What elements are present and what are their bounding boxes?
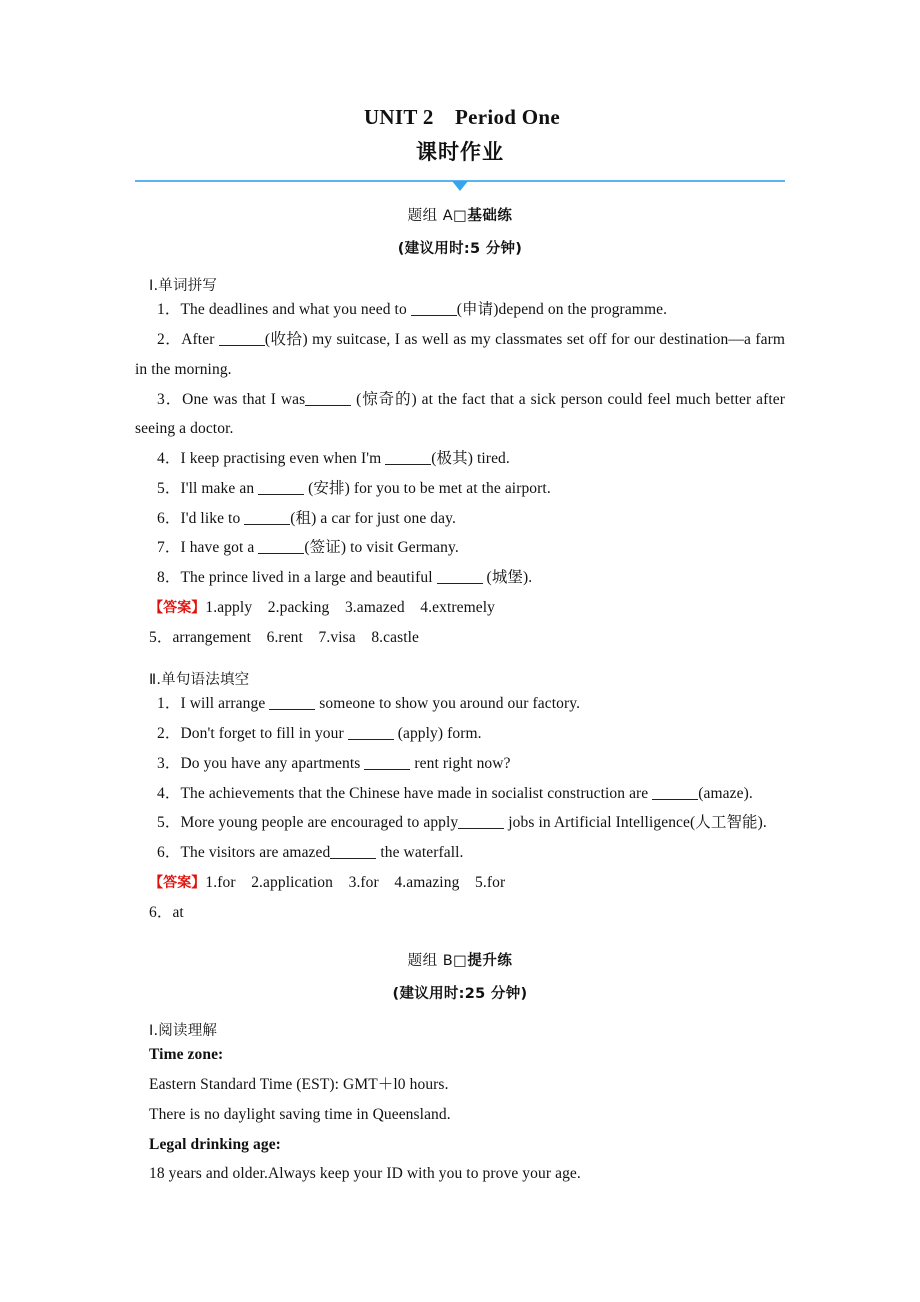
answer-blank[interactable] [219, 345, 265, 346]
section-roman-numeral: Ⅰ [149, 278, 154, 295]
question-text-before: I keep practising even when I'm [180, 450, 386, 467]
answer-blank[interactable] [458, 828, 504, 829]
question-text-after: jobs in Artificial Intelligence(人工智能). [504, 814, 767, 832]
question-text-after: (城堡). [482, 569, 533, 586]
question-item [135, 563, 785, 593]
question-text-before: More young people are encouraged to apply [180, 814, 459, 832]
answer-row-continued: 5．arrangement 6.rent 7.visa 8.castle [149, 628, 420, 646]
question-text-before: I'll make an [180, 479, 259, 497]
group-b-prefix: 题组 B□ [407, 953, 468, 970]
group-a-suffix: 基础练 [467, 208, 513, 225]
page-title: UNIT 2 Period One [363, 105, 561, 129]
question-number: 5． [157, 479, 181, 497]
question-text-before: The prince lived in a large and beautiful [180, 569, 437, 586]
question-text-after: someone to show you around our factory. [315, 695, 581, 713]
question-item [135, 689, 785, 719]
passage-subheading: Time zone: [149, 1046, 224, 1064]
question-text-after: (apply) form. [393, 725, 482, 742]
answer-blank[interactable] [244, 524, 290, 525]
answer-row [135, 868, 785, 898]
question-item [135, 385, 785, 445]
group-b-suffix: 提升练 [467, 953, 513, 970]
caret-down-icon [452, 181, 468, 191]
question-number: 1． [157, 695, 181, 713]
question-item [135, 533, 785, 563]
question-text-before: I have got a [180, 539, 259, 557]
question-text-before: After [181, 331, 219, 348]
question-text-before: One was that I was [182, 390, 306, 408]
question-item [135, 474, 785, 504]
question-item [135, 295, 785, 325]
answer-blank[interactable] [305, 405, 351, 406]
section-roman-numeral: Ⅱ [149, 672, 157, 689]
passage-subheading: Legal drinking age: [149, 1135, 281, 1153]
question-text-after: (amaze). [698, 784, 753, 802]
question-item [135, 838, 785, 868]
answer-blank[interactable] [348, 739, 394, 740]
question-item [135, 779, 785, 809]
answer-blank[interactable] [652, 799, 698, 800]
answer-row-continued: 6．at [149, 903, 184, 921]
question-item [135, 504, 785, 534]
page-header [135, 0, 785, 182]
question-text-before: The deadlines and what you need to [180, 301, 411, 319]
answer-blank[interactable] [437, 583, 483, 584]
passage-line: 18 years and older.Always keep your ID with you to prove your age. [149, 1165, 581, 1183]
answer-row [135, 593, 785, 623]
group-b-time-note: (建议用时:25 分钟) [392, 986, 528, 1003]
question-text-before: The visitors are amazed [180, 844, 331, 861]
question-number: 3． [157, 390, 183, 408]
question-number: 2． [157, 331, 182, 348]
question-text-after: (申请)depend on the programme. [456, 301, 668, 319]
question-number: 5． [157, 814, 181, 832]
section-roman-numeral: Ⅰ [149, 1023, 154, 1040]
answer-blank[interactable] [364, 769, 410, 770]
question-item [135, 444, 785, 474]
answer-blank[interactable] [385, 464, 431, 465]
answer-blank[interactable] [269, 709, 315, 710]
answer-label: 【答案】 [149, 599, 206, 616]
section-heading-word-spelling [135, 274, 785, 295]
question-number: 6． [157, 509, 181, 527]
group-a-banner [135, 204, 785, 225]
question-item [135, 325, 785, 385]
question-item [135, 749, 785, 779]
answer-blank[interactable] [258, 494, 304, 495]
question-number: 8． [157, 569, 181, 586]
question-number: 6． [157, 844, 181, 861]
question-text-after: the waterfall. [376, 844, 464, 861]
question-number: 4． [157, 450, 181, 467]
question-number: 7． [157, 539, 181, 557]
section-heading-reading [135, 1019, 785, 1040]
chinese-page-title: 课时作业 [416, 140, 504, 165]
question-text-after: (签证) to visit Germany. [304, 539, 459, 557]
section-heading-label: .单词拼写 [153, 278, 218, 295]
question-text-after: rent right now? [410, 754, 511, 772]
answer-text: 1.apply 2.packing 3.amazed 4.extremely [205, 598, 496, 616]
question-text-after: (极其) tired. [431, 450, 510, 467]
question-text-after: (收拾) my suitcase, I as well as my classmates set off for our destination—a farm in the morning. [135, 331, 785, 378]
question-text-before: I'd like to [180, 509, 245, 527]
question-item [135, 719, 785, 749]
question-number: 4． [157, 784, 181, 802]
question-text-after: (安排) for you to be met at the airport. [304, 479, 551, 497]
question-text-before: Don't forget to fill in your [180, 725, 348, 742]
question-text-after: (惊奇的) at the fact that a sick person could feel much better after seeing a doctor. [135, 390, 785, 438]
answer-text: 1.for 2.application 3.for 4.amazing 5.for [205, 873, 506, 891]
answer-blank[interactable] [258, 553, 304, 554]
question-text-before: The achievements that the Chinese have made in socialist construction are [180, 784, 653, 802]
section-heading-label: .阅读理解 [153, 1023, 218, 1040]
question-item [135, 808, 785, 838]
question-text-before: I will arrange [180, 695, 270, 713]
passage-line: Eastern Standard Time (EST): GMT＋l0 hours. [149, 1076, 449, 1093]
group-b-banner [135, 949, 785, 970]
group-a-prefix: 题组 A□ [407, 208, 468, 225]
answer-blank[interactable] [330, 858, 376, 859]
section-heading-label: .单句语法填空 [156, 672, 250, 689]
section-heading-grammar-fill [135, 668, 785, 689]
question-text-before: Do you have any apartments [180, 754, 365, 772]
passage-line: There is no daylight saving time in Queensland. [149, 1105, 451, 1123]
group-a-time-note: (建议用时:5 分钟) [397, 241, 523, 258]
question-text-after: (租) a car for just one day. [290, 509, 456, 527]
question-number: 1． [157, 301, 181, 319]
question-number: 2． [157, 725, 181, 742]
answer-label: 【答案】 [149, 874, 206, 891]
question-number: 3． [157, 754, 181, 772]
section-title-block [135, 140, 785, 182]
answer-blank[interactable] [411, 315, 457, 316]
